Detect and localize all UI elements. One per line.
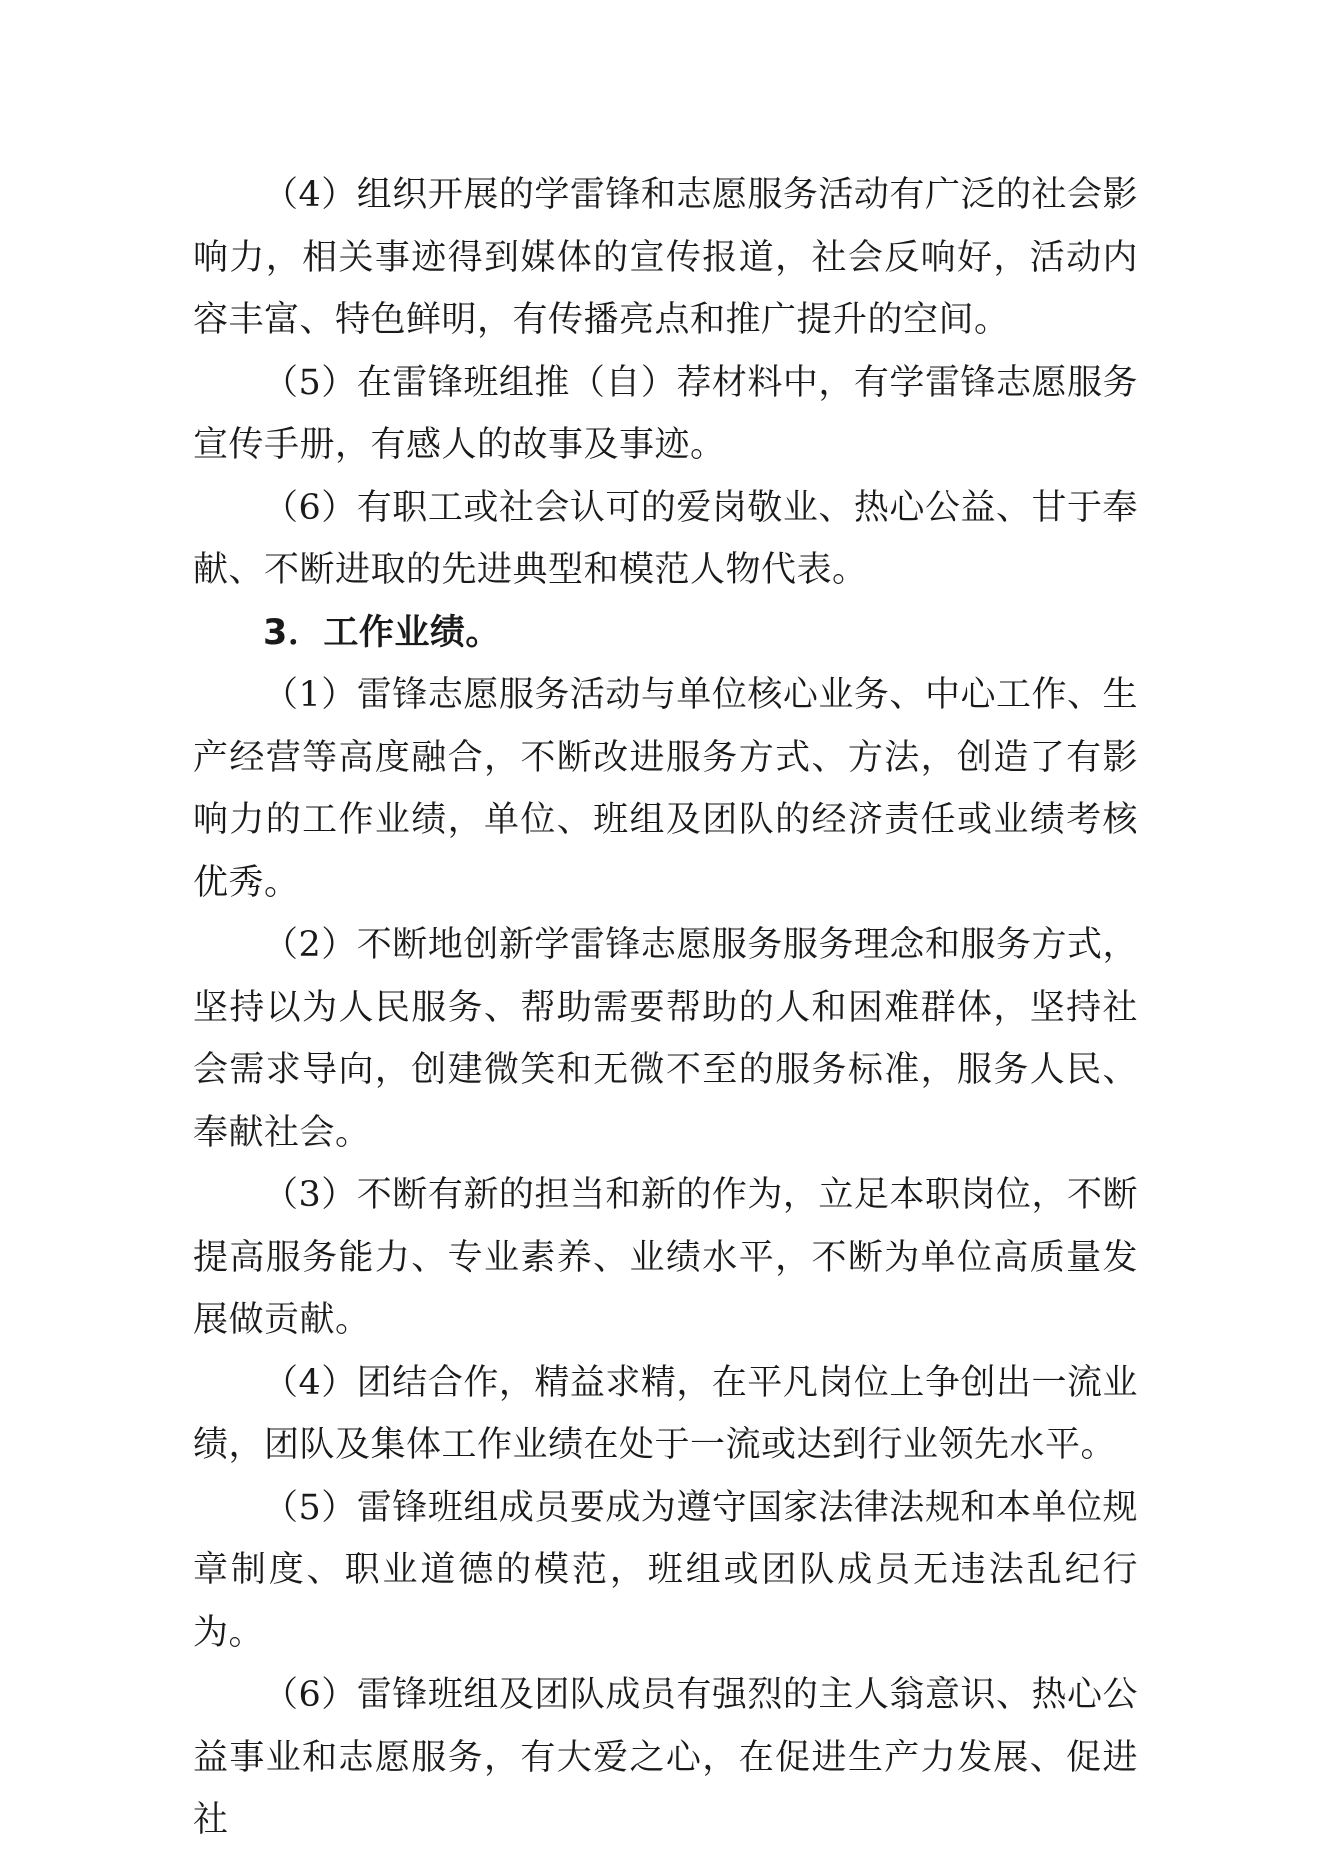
document-body — [193, 164, 1138, 1852]
paragraph-item-1-integration: （1）雷锋志愿服务活动与单位核心业务、中心工作、生产经营等高度融合，不断改进服务方式、方法，创造了有影响力的工作业绩，单位、班组及团队的经济责任或业绩考核优秀。 — [193, 675, 1138, 903]
paragraph-item-2-innovation: （2）不断地创新学雷锋志愿服务服务理念和服务方式，坚持以为人民服务、帮助需要帮助的人和困难群体，坚持社会需求导向，创建微笑和无微不至的服务标准，服务人民、奉献社会。 — [193, 925, 1138, 1153]
paragraph-item-4-media: （4）组织开展的学雷锋和志愿服务活动有广泛的社会影响力，相关事迹得到媒体的宣传报道，社会反响好，活动内容丰富、特色鲜明，有传播亮点和推广提升的空间。 — [193, 175, 1138, 340]
paragraph-item-5-materials: （5）在雷锋班组推（自）荐材料中，有学雷锋志愿服务宣传手册，有感人的故事及事迹。 — [193, 362, 1138, 465]
section-heading-work-performance: 3．工作业绩。 — [263, 612, 501, 653]
paragraph-item-4-teamwork: （4）团结合作，精益求精，在平凡岗位上争创出一流业绩，团队及集体工作业绩在处于一流或达到行业领先水平。 — [193, 1362, 1138, 1465]
paragraph-item-3-responsibility: （3）不断有新的担当和新的作为，立足本职岗位，不断提高服务能力、专业素养、业绩水平，不断为单位高质量发展做贡献。 — [193, 1175, 1138, 1340]
paragraph-item-6-ownership: （6）雷锋班组及团队成员有强烈的主人翁意识、热心公益事业和志愿服务，有大爱之心，在促进生产力发展、促进社 — [193, 1675, 1138, 1840]
paragraph-item-5-compliance: （5）雷锋班组成员要成为遵守国家法律法规和本单位规章制度、职业道德的模范，班组或团队成员无违法乱纪行为。 — [193, 1487, 1138, 1653]
paragraph-item-6-role-models: （6）有职工或社会认可的爱岗敬业、热心公益、甘于奉献、不断进取的先进典型和模范人物代表。 — [193, 487, 1138, 590]
